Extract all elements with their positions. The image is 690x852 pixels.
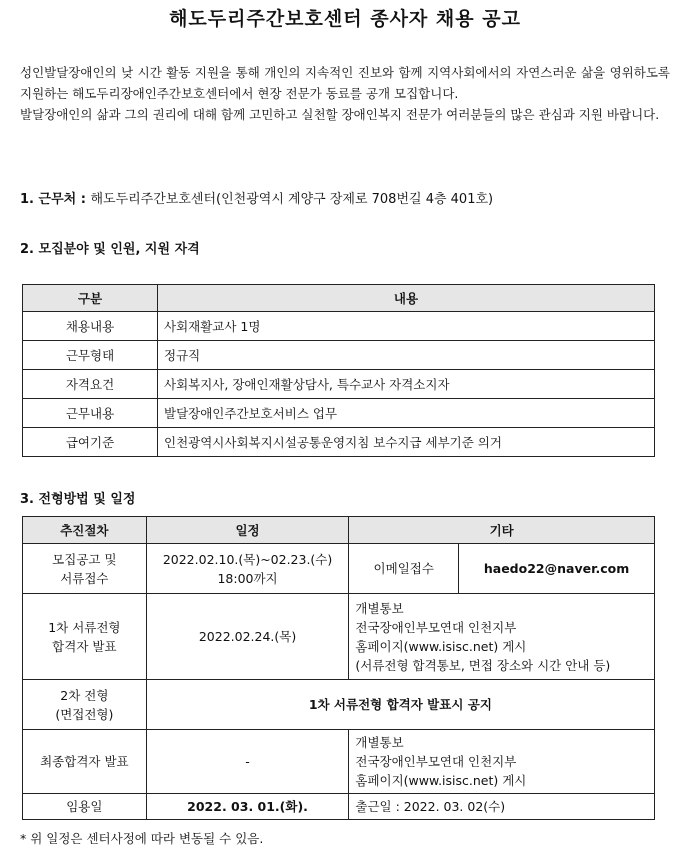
section-schedule-heading: 3. 전형방법 및 일정 — [20, 492, 136, 507]
etc-line: 홈페이지(www.isisc.net) 게시 — [355, 773, 527, 788]
date-text: 2022.02.10.(목)~02.23.(수) — [162, 551, 333, 567]
step-cell — [23, 544, 147, 594]
header-schedule: 일정 — [146, 517, 349, 544]
email-label-cell: 이메일접수 — [349, 544, 459, 594]
intro-paragraph: 발달장애인의 삶과 그의 권리에 대해 함께 고민하고 실천할 장애인복지 전문가 여러분들의 많은 관심과 지원 바랍니다. — [20, 107, 660, 122]
etc-cell: 출근일 : 2022. 03. 02(수) — [349, 794, 655, 820]
step-text: 2차 전형 — [60, 687, 109, 703]
email-address: haedo22@naver.com — [459, 544, 655, 594]
table-row — [23, 544, 655, 594]
date-cell — [146, 544, 349, 594]
date-cell: 2022.02.24.(목) — [146, 594, 349, 680]
row-label: 채용내용 — [23, 312, 158, 341]
intro-paragraph: 성인발달장애인의 낮 시간 활동 지원을 통해 개인의 지속적인 진보와 함께 지역사회에서의 자연스러운 삶을 영위하도록 지원하는 해도두리장애인주간보호센터에서 현장 전문가 동료를 공개 모집합니다. — [20, 65, 670, 101]
section-workplace-value: 해도두리주간보호센터(인천광역시 계양구 장제로 708번길 4층 401호) — [90, 192, 494, 207]
merged-notice-cell: 1차 서류전형 합격자 발표시 공지 — [146, 680, 654, 730]
intro-text — [20, 62, 670, 125]
etc-cell — [349, 730, 655, 794]
recruitment-table — [22, 284, 655, 457]
step-cell: 최종합격자 발표 — [23, 730, 147, 794]
table-row — [23, 680, 655, 730]
date-text: 18:00까지 — [217, 570, 278, 586]
step-text: 서류접수 — [60, 570, 109, 586]
row-label: 근무내용 — [23, 399, 158, 428]
table-row — [23, 794, 655, 820]
step-text: 합격자 발표 — [52, 638, 117, 654]
table-row — [23, 730, 655, 794]
step-text: (면접전형) — [55, 706, 114, 722]
etc-cell — [349, 594, 655, 680]
row-value: 사회재활교사 1명 — [158, 312, 655, 341]
etc-line: 전국장애인부모연대 인천지부 — [355, 619, 517, 635]
table-row — [23, 370, 655, 399]
schedule-table — [22, 516, 655, 820]
row-label: 급여기준 — [23, 428, 158, 457]
page-title: 해도두리주간보호센터 종사자 채용 공고 — [169, 8, 521, 30]
step-text: 모집공고 및 — [52, 551, 117, 567]
row-value: 인천광역시사회복지시설공통운영지침 보수지급 세부기준 의거 — [158, 428, 655, 457]
footnote: * 위 일정은 센터사정에 따라 변동될 수 있음. — [20, 831, 264, 846]
etc-line: 전국장애인부모연대 인천지부 — [355, 754, 517, 769]
step-text: 1차 서류전형 — [48, 619, 121, 635]
header-etc: 기타 — [349, 517, 655, 544]
table-row — [23, 399, 655, 428]
row-value: 발달장애인주간보호서비스 업무 — [158, 399, 655, 428]
table-row — [23, 428, 655, 457]
table-row — [23, 341, 655, 370]
table-row — [23, 312, 655, 341]
row-value: 사회복지사, 장애인재활상담사, 특수교사 자격소지자 — [158, 370, 655, 399]
etc-line: 개별통보 — [355, 600, 404, 616]
etc-line: (서류전형 합격통보, 면접 장소와 시간 안내 등) — [355, 657, 611, 673]
etc-line: 개별통보 — [355, 735, 404, 750]
header-step: 추진절차 — [23, 517, 147, 544]
header-content: 내용 — [158, 285, 655, 312]
row-label: 근무형태 — [23, 341, 158, 370]
row-value: 정규직 — [158, 341, 655, 370]
table-header-row — [23, 285, 655, 312]
date-cell: - — [146, 730, 349, 794]
table-header-row — [23, 517, 655, 544]
step-cell — [23, 594, 147, 680]
etc-line: 홈페이지(www.isisc.net) 게시 — [355, 638, 527, 654]
section-recruitment-heading: 2. 모집분야 및 인원, 지원 자격 — [20, 242, 200, 257]
step-cell: 임용일 — [23, 794, 147, 820]
table-row — [23, 594, 655, 680]
step-cell — [23, 680, 147, 730]
header-category: 구분 — [23, 285, 158, 312]
section-workplace — [20, 188, 493, 207]
section-workplace-label: 1. 근무처 : — [20, 192, 86, 207]
date-cell: 2022. 03. 01.(화). — [146, 794, 349, 820]
row-label: 자격요건 — [23, 370, 158, 399]
